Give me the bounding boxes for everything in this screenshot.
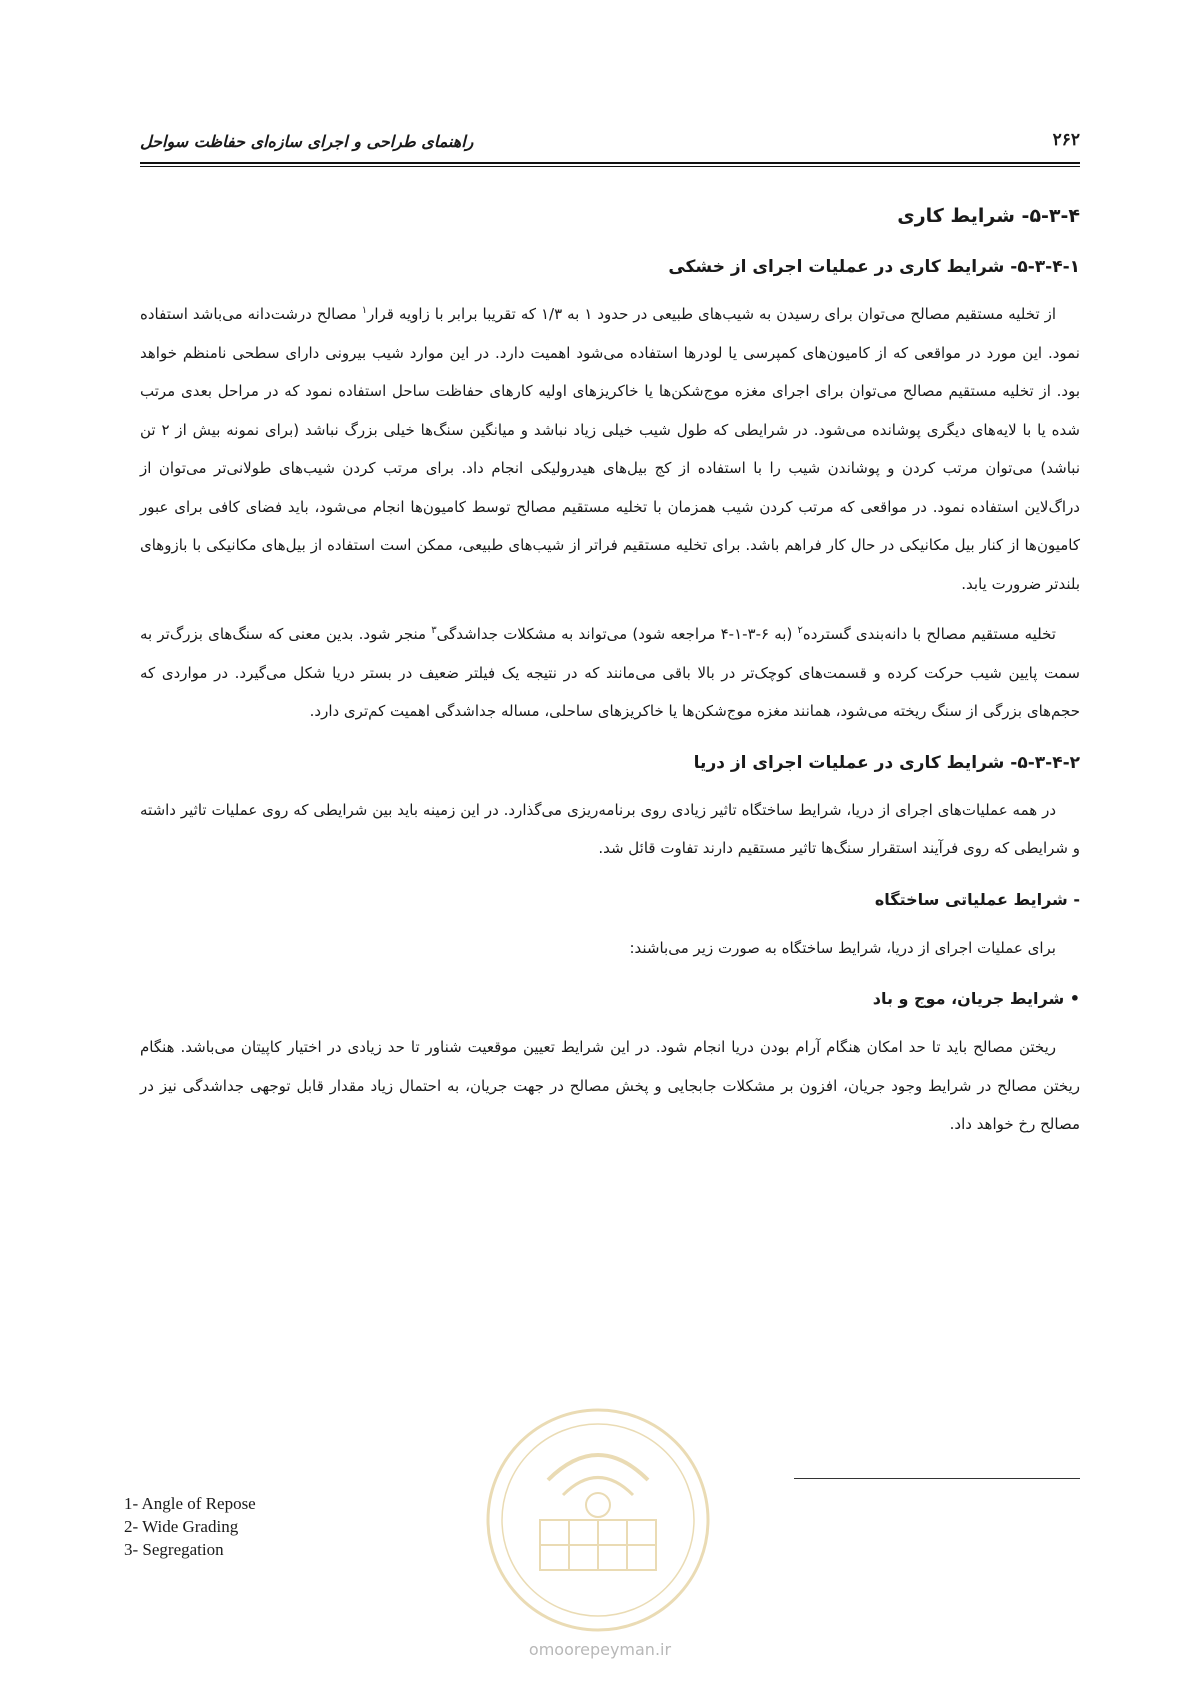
page-header xyxy=(140,128,1080,152)
paragraph-sea-1: در همه عملیات‌های اجرای از دریا، شرایط ساختگاه تاثیر زیادی روی برنامه‌ریزی می‌گذارد. در این زمینه باید بین شرایطی که روی عملیات تاثیر داشته و شرایطی که روی فرآیند استقرار سنگ‌ها تاثیر مستقیم دارند تفاوت قائل شد. xyxy=(140,800,1080,857)
footnote-3: 3- Segregation xyxy=(124,1540,224,1559)
bullet-paragraph: ریختن مصالح باید تا حد امکان هنگام آرام بودن دریا انجام شود. در این شرایط تعیین موقعیت شناور تا حد زیادی در اختیار کاپیتان می‌باشد. هنگام ریختن مصالح در شرایط وجود جریان، افزون بر مشکلات جابجایی و پخش مصالح در جهت جریان، به احتمال زیاد مقدار قابل توجهی جداشدگی نیز در مصالح رخ خواهد داد. xyxy=(140,1038,1080,1133)
header-title: راهنمای طراحی و اجرای سازه‌ای حفاظت سواحل xyxy=(140,132,474,151)
paragraph-dry-2-b: (به ۶-۳-۱-۴ مراجعه شود) می‌تواند به مشکلات جداشدگی xyxy=(436,625,798,643)
paragraph-dry-2 xyxy=(140,615,1080,731)
paragraph-dry-1 xyxy=(140,295,1080,603)
footnote-1: 1- Angle of Repose xyxy=(124,1494,256,1513)
paragraph-dry-2-c: منجر شود. بدین معنی که سنگ‌های بزرگ‌تر به سمت پایین شیب حرکت کرده و قسمت‌های کوچک‌تر در بالا باقی می‌مانند که در نتیجه یک فیلتر ضعیف در بستر دریا شکل می‌گیرد. در مواردی که حجم‌های بزرگی از سنگ ریخته می‌شود، همانند مغزه موج‌شکن‌ها یا خاکریزهای ساحلی، مساله جداشدگی اهمیت کم‌تری دارد. xyxy=(140,625,1080,720)
paragraph-dry-1-b: مصالح درشت‌دانه می‌باشد استفاده نمود. این مورد در مواقعی که از کامیون‌های کمپرسی یا لودرها استفاده می‌شود اهمیت دارد. در این موارد شیب بیرونی دارای سطحی نامنظم خواهد بود. از تخلیه مستقیم مصالح می‌توان برای اجرای مغزه موج‌شکن‌ها یا خاکریزهای اولیه کارهای حفاظت ساحل استفاده نمود که در مراحل بعدی مرتب شده یا با لایه‌های دیگری پوشانده می‌شود. در شرایطی که طول شیب خیلی زیاد نباشد و میانگین سنگ‌ها خیلی بزرگ نباشد (برای نمونه بیش از ۲ تن نباشد) می‌توان مرتب کردن و پوشاندن شیب را با استفاده از کج بیل‌های هیدرولیکی انجام داد. برای مرتب کردن شیب‌های طولانی‌تر می‌توان از دراگ‌لاین استفاده نمود. در مواقعی که مرتب کردن شیب همزمان با تخلیه مستقیم مصالح توسط کامیون‌ها انجام می‌شود، باید فضای کافی برای عبور کامیون‌ها از کنار بیل مکانیکی در حال کار فراهم باشد. برای تخلیه مستقیم فراتر از شیب‌های طبیعی، ممکن است استفاده از بیل‌های مکانیکی با بازوهای بلندتر ضرورت یابد. xyxy=(140,305,1080,593)
watermark-site: omoorepeyman.ir xyxy=(528,1640,672,1659)
footnote-ref-2: ۲ xyxy=(797,625,803,636)
section-title: ۵-۳-۴- شرایط کاری xyxy=(897,205,1080,227)
paragraph-dry-2-a: تخلیه مستقیم مصالح با دانه‌بندی گسترده xyxy=(802,625,1056,643)
footnote-ref-3: ۳ xyxy=(431,625,437,636)
footnote-rule xyxy=(794,1478,1080,1479)
footnotes xyxy=(124,1492,256,1561)
site-conditions-intro: برای عملیات اجرای از دریا، شرایط ساختگاه به صورت زیر می‌باشند: xyxy=(629,938,1056,957)
page-body xyxy=(140,205,1080,1156)
subsection-1-title: ۵-۳-۴-۱- شرایط کاری در عملیات اجرای از خشکی xyxy=(668,257,1080,277)
footnote-ref-1: ۱ xyxy=(361,305,368,316)
bullet-heading: • شرایط جریان، موج و باد xyxy=(872,989,1080,1008)
page-number: ۲۶۲ xyxy=(1052,130,1080,150)
footnote-2: 2- Wide Grading xyxy=(124,1517,239,1536)
header-rule xyxy=(140,162,1080,167)
paragraph-dry-1-a: از تخلیه مستقیم مصالح می‌توان برای رسیدن به شیب‌های طبیعی در حدود ۱ به ۱/۳ که تقریبا برابر با زاویه قرار xyxy=(367,305,1057,323)
site-conditions-heading: - شرایط عملیاتی ساختگاه xyxy=(874,889,1080,909)
subsection-2-title: ۵-۳-۴-۲- شرایط کاری در عملیات اجرای از دریا xyxy=(693,752,1080,773)
omoore-peyman-seal-icon xyxy=(478,1400,718,1640)
